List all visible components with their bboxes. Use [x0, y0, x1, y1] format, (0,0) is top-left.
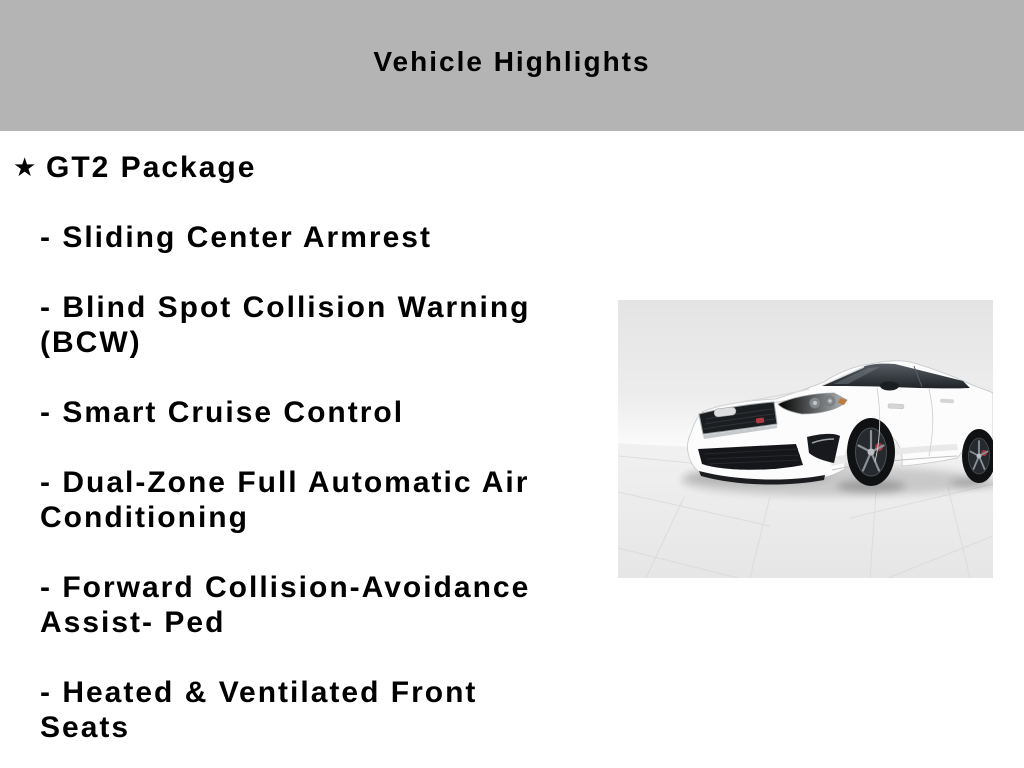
- package-heading: GT2 Package: [46, 151, 257, 184]
- feature-item: - Smart Cruise Control: [40, 396, 405, 429]
- header-bar: [0, 0, 1024, 131]
- feature-item: - Sliding Center Armrest: [40, 221, 432, 254]
- feature-item: - Blind Spot Collision Warning (BCW): [40, 291, 531, 359]
- feature-item: - Forward Collision-Avoidance Assist- Ped: [40, 571, 531, 639]
- vehicle-photo-graphic: [618, 300, 993, 578]
- star-icon: ★: [13, 152, 37, 182]
- door-handle: [940, 399, 954, 404]
- vehicle-photo: [618, 300, 993, 578]
- door-handle: [888, 404, 904, 409]
- feature-list: [40, 220, 560, 768]
- gt-badge: [756, 418, 765, 424]
- front-wheel: [847, 418, 895, 486]
- page-title: Vehicle Highlights: [373, 46, 651, 77]
- feature-item: - Dual-Zone Full Automatic Air Conditioning: [40, 466, 530, 534]
- feature-item: - Heated & Ventilated Front Seats: [40, 676, 478, 744]
